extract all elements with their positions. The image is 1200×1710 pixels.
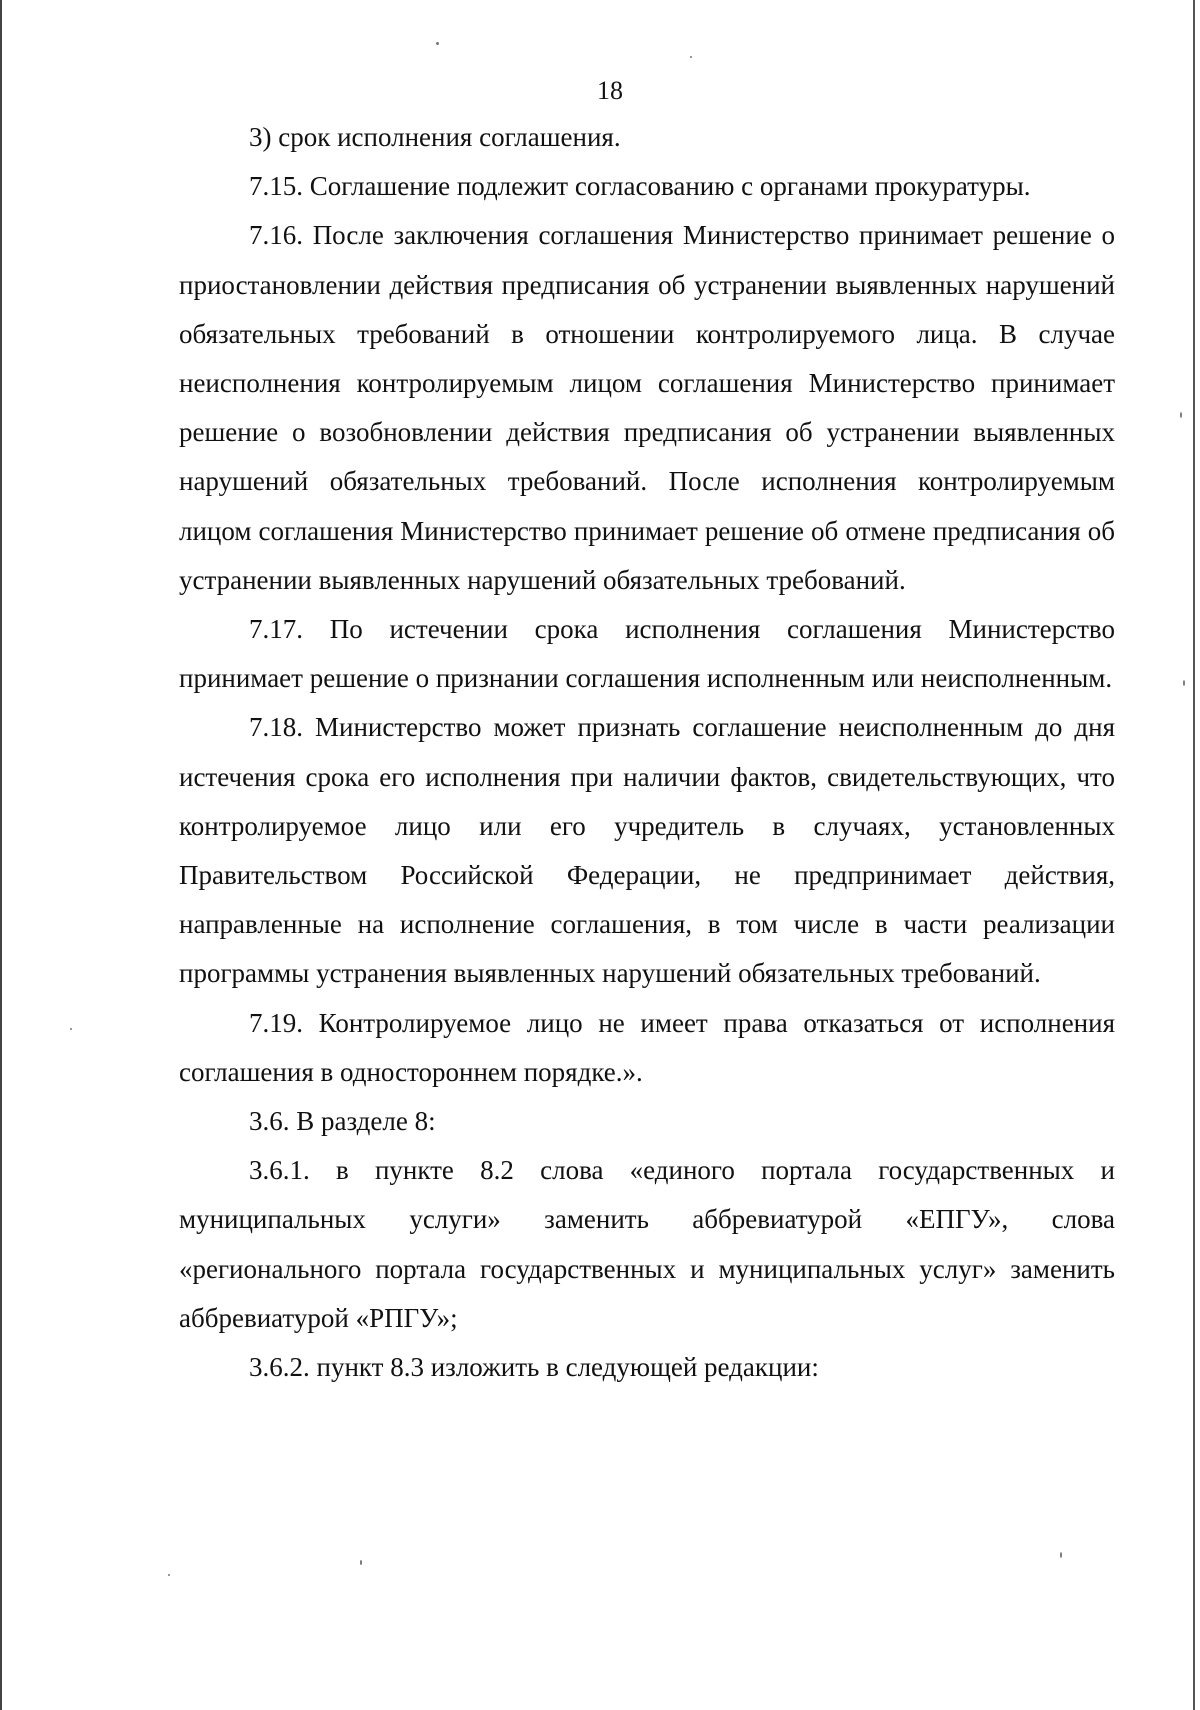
paragraph-3-6-2: 3.6.2. пункт 8.3 изложить в следующей редакции: bbox=[249, 1352, 819, 1383]
scan-speck bbox=[1060, 1552, 1062, 1558]
paragraph-7-19: 7.19. Контролируемое лицо не имеет права отказаться от исполнения соглашения в одностороннем порядке.». bbox=[179, 1007, 1115, 1087]
paragraph-7-17: 7.17. По истечении срока исполнения соглашения Министерство принимает решение о признании соглашения исполненным или неисполненным. bbox=[179, 614, 1115, 694]
paragraph-item-3: 3) срок исполнения соглашения. bbox=[249, 122, 621, 152]
scan-edge-left bbox=[0, 0, 2, 1710]
paragraph-7-18: 7.18. Министерство может признать соглашение неисполненным до дня истечения срока его исполнения при наличии фактов, свидетельствующих, что контролируемое лицо или его учредитель в случаях, установленных Правительством Российской Федерации, не предпринимает действия, направленные на исполнение соглашения, в том числе в части реализации программы устранения выявленных нарушений обязательных требований. bbox=[179, 712, 1115, 989]
scan-edge-right bbox=[1193, 0, 1195, 1710]
scan-speck bbox=[690, 56, 692, 58]
document-body bbox=[179, 113, 1115, 1392]
scan-speck bbox=[1183, 680, 1185, 686]
scan-speck bbox=[1180, 412, 1182, 418]
paragraph-3-6-1: 3.6.1. в пункте 8.2 слова «единого портала государственных и муниципальных услуги» заменить аббревиатурой «ЕПГУ», слова «регионального портала государственных и муниципальных услуг» заменить аббревиатурой «РПГУ»; bbox=[179, 1155, 1115, 1333]
scan-speck bbox=[436, 42, 439, 45]
page-number: 18 bbox=[597, 76, 623, 105]
scan-speck bbox=[360, 1560, 362, 1565]
scan-speck bbox=[168, 1574, 170, 1576]
scan-speck bbox=[70, 1028, 72, 1030]
paragraph-7-15: 7.15. Соглашение подлежит согласованию с органами прокуратуры. bbox=[249, 171, 1031, 202]
paragraph-3-6: 3.6. В разделе 8: bbox=[249, 1106, 436, 1137]
paragraph-7-16: 7.16. После заключения соглашения Министерство принимает решение о приостановлении действия предписания об устранении выявленных нарушений обязательных требований в отношении контролируемого лица. В случае неисполнения контролируемым лицом соглашения Министерство принимает решение о возобновлении действия предписания об устранении выявленных нарушений обязательных требований. После исполнения контролируемым лицом соглашения Министерство принимает решение об отмене предписания об устранении выявленных нарушений обязательных требований. bbox=[179, 220, 1115, 595]
